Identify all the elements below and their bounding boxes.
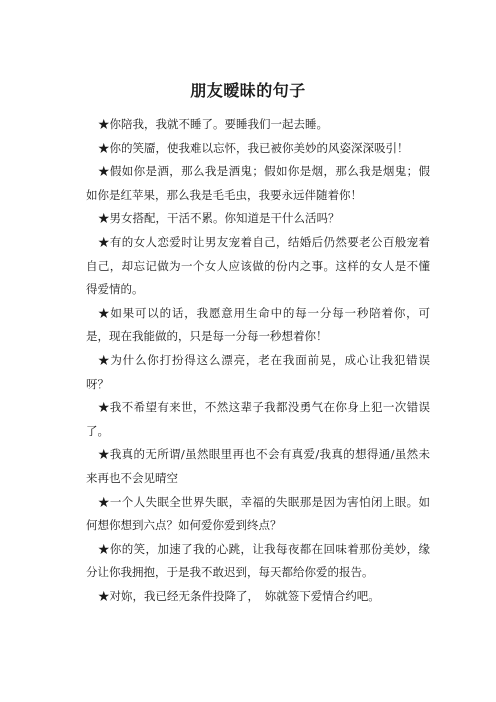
paragraph-6: ★如果可以的话，我愿意用生命中的每一分每一秒陪着你，可是，现在我能做的，只是每一分每一秒想着你！ [86,305,430,344]
document-title: 朋友暧昧的句子 [190,81,306,100]
document-body [86,113,430,608]
paragraph-9: ★我真的无所谓/虽然眼里再也不会有真爱/我真的想得通/虽然未来再也不会见晴空 [86,447,430,485]
paragraph-5: ★有的女人恋爱时让男友宠着自己，结婚后仍然要老公百般宠着自己，却忘记做为一个女人应该做的份内之事。这样的女人是不懂得爱情的。 [86,234,430,297]
paragraph-1: ★你陪我，我就不睡了。要睡我们一起去睡。 [98,117,328,131]
paragraph-2: ★你的笑靥，使我难以忘怀，我已被你美妙的风姿深深吸引！ [98,140,409,155]
paragraph-4: ★男女搭配，干活不累。你知道是干什么活吗？ [98,211,340,226]
paragraph-3: ★假如你是酒，那么我是酒鬼；假如你是烟，那么我是烟鬼；假如你是红苹果，那么我是毛毛虫，我要永远伴随着你！ [86,164,430,202]
paragraph-10: ★一个人失眠全世界失眠，幸福的失眠那是因为害怕闭上眼。如何想你想到六点？如何爱你爱到终点？ [86,494,430,533]
paragraph-8: ★我不希望有来世，不然这辈子我都没勇气在你身上犯一次错误了。 [86,400,430,438]
paragraph-7: ★为什么你打扮得这么漂亮，老在我面前晃，成心让我犯错误呀？ [86,352,430,391]
paragraph-12: ★对妳，我已经无条件投降了， 妳就签下爱情合约吧。 [98,588,380,603]
paragraph-11: ★你的笑，加速了我的心跳，让我每夜都在回味着那份美妙，缘分让你我拥抱，于是我不敢迟到，每天都给你爱的报告。 [86,541,430,580]
